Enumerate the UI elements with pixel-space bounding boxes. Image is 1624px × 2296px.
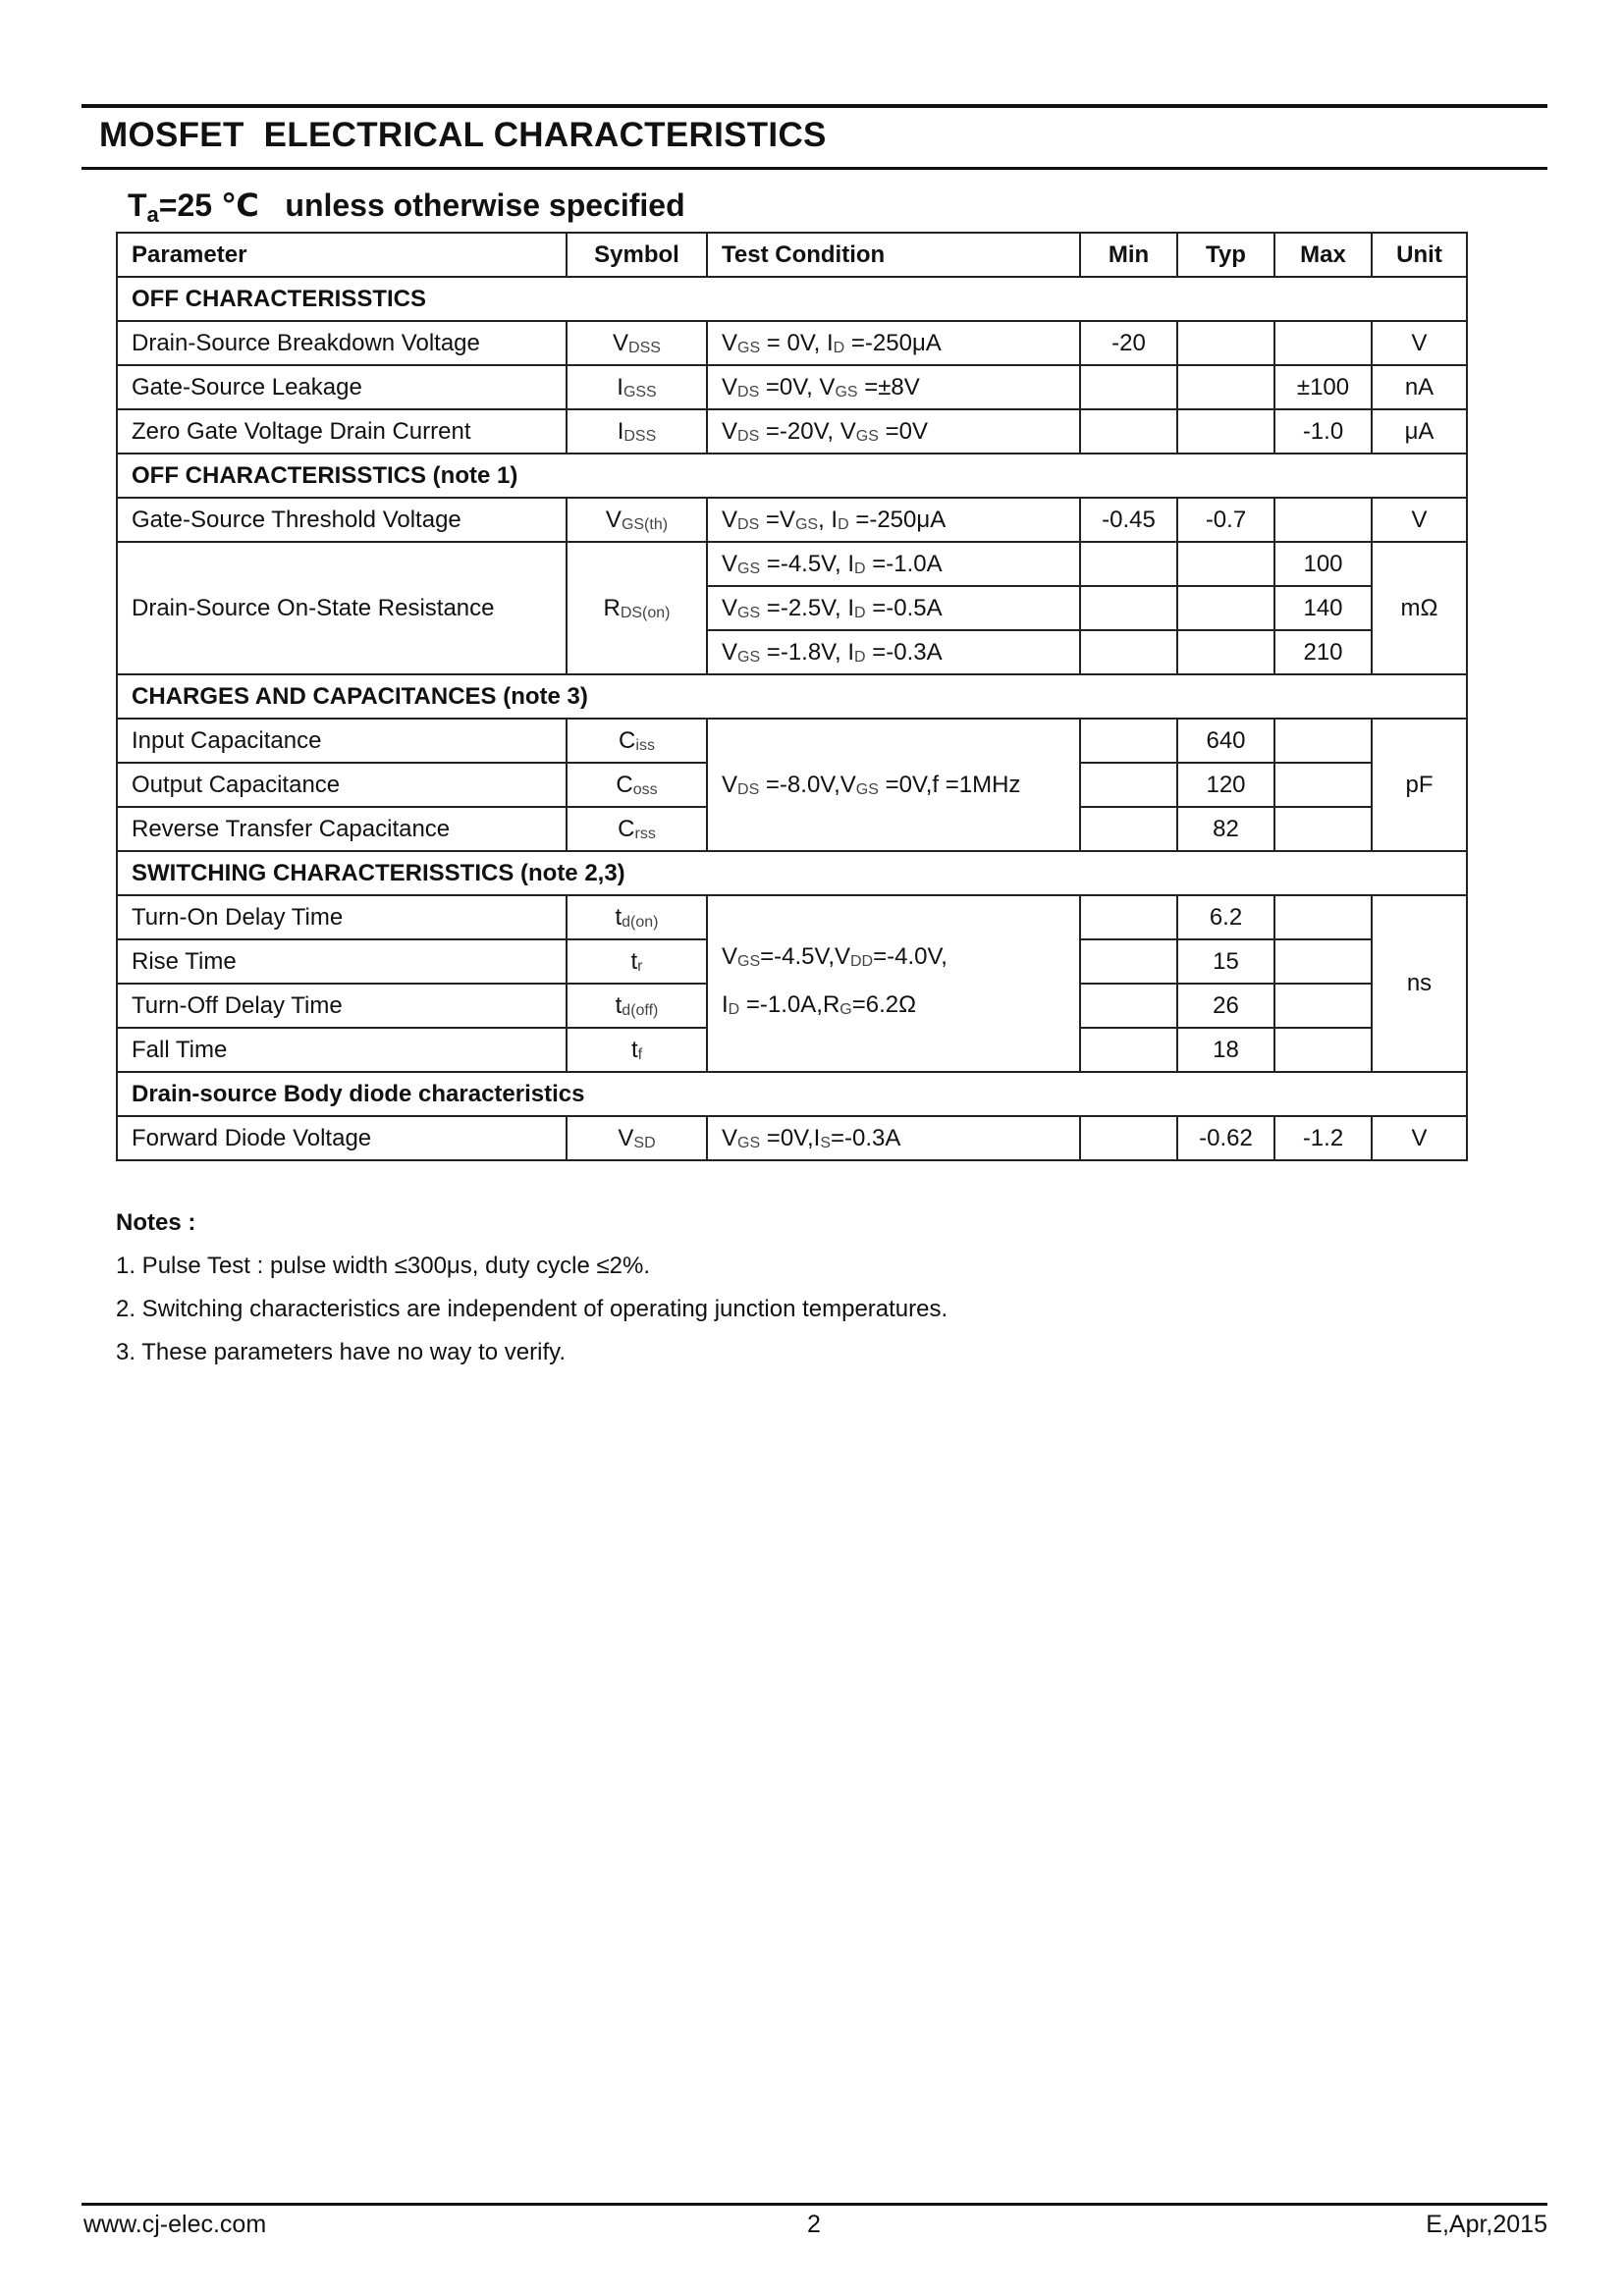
symbol-cell: $t_f$ [567, 1028, 707, 1072]
condition-cell: $V_{GS} =-1.8V$, $I_D =-0.3A$ [707, 630, 1080, 674]
footer-rule [81, 2203, 1547, 2206]
section-row [117, 851, 1467, 895]
condition-cell: $V_{GS} =-4.5V$, $I_D =-1.0A$ [707, 542, 1080, 586]
max-cell [1274, 719, 1372, 763]
condition-cell: $V_{DS} =V_{GS}$, $I_D =-250\mu A$ [707, 498, 1080, 542]
typ-cell: -0.62 [1177, 1116, 1274, 1160]
table-row [117, 409, 1467, 454]
header-max: Max [1274, 233, 1372, 277]
min-cell: -20 [1080, 321, 1177, 365]
param-cell: Reverse Transfer Capacitance [117, 807, 567, 851]
condition-cell: $V_{DS} =0V$, $V_{GS} =\pm 8V$ [707, 365, 1080, 409]
condition-cell: $V_{GS} =-2.5V$, $I_D =-0.5A$ [707, 586, 1080, 630]
param-cell: Fall Time [117, 1028, 567, 1072]
section-off-note1: OFF CHARACTERISSTICS (note 1) [117, 454, 1467, 498]
param-cell: Zero Gate Voltage Drain Current [117, 409, 567, 454]
symbol-cell: $t_r$ [567, 939, 707, 984]
note-1: 1. Pulse Test : pulse width ≤300μs, duty cycle ≤2%. [116, 1253, 650, 1279]
param-cell: Output Capacitance [117, 763, 567, 807]
max-cell [1274, 498, 1372, 542]
footer-page-number: 2 [807, 2211, 821, 2238]
table-row [117, 895, 1467, 939]
unit-cell: V [1372, 321, 1467, 365]
typ-cell: 82 [1177, 807, 1274, 851]
param-cell: Drain-Source On-State Resistance [117, 542, 567, 674]
param-cell: Forward Diode Voltage [117, 1116, 567, 1160]
unit-cell: nA [1372, 365, 1467, 409]
condition-cell: $V_{GS}=-4.5V,V_{DD}=-4.0V$, $I_D =-1.0A,R_G=6.2\Omega$ [707, 895, 1080, 1072]
table-row [117, 542, 1467, 586]
section-capacitances: CHARGES AND CAPACITANCES (note 3) [117, 674, 1467, 719]
typ-cell: -0.7 [1177, 498, 1274, 542]
symbol-cell: $R_{DS(on)}$ [567, 542, 707, 674]
table-row [117, 365, 1467, 409]
symbol-cell: $C_{oss}$ [567, 763, 707, 807]
typ-cell [1177, 542, 1274, 586]
symbol-cell: $V_{DSS}$ [567, 321, 707, 365]
symbol-cell: $t_{d(on)}$ [567, 895, 707, 939]
symbol-cell: $C_{iss}$ [567, 719, 707, 763]
header-min: Min [1080, 233, 1177, 277]
header-parameter: Parameter [117, 233, 567, 277]
max-cell: -1.0 [1274, 409, 1372, 454]
max-cell [1274, 984, 1372, 1028]
header-symbol: Symbol [567, 233, 707, 277]
typ-cell: 6.2 [1177, 895, 1274, 939]
typ-cell: 26 [1177, 984, 1274, 1028]
section-row [117, 674, 1467, 719]
footer-url: www.cj-elec.com [83, 2211, 267, 2238]
unit-cell: V [1372, 1116, 1467, 1160]
typ-cell: 15 [1177, 939, 1274, 984]
max-cell [1274, 321, 1372, 365]
unit-cell: μA [1372, 409, 1467, 454]
table-row [117, 1116, 1467, 1160]
notes [116, 1201, 947, 1374]
param-cell: Gate-Source Leakage [117, 365, 567, 409]
condition-cell: $V_{GS} =0V,I_S=-0.3A$ [707, 1116, 1080, 1160]
symbol-cell: $t_{d(off)}$ [567, 984, 707, 1028]
condition-cell: $V_{DS} =-20V$, $V_{GS} =0V$ [707, 409, 1080, 454]
max-cell: 210 [1274, 630, 1372, 674]
header-unit: Unit [1372, 233, 1467, 277]
section-off: OFF CHARACTERISSTICS [117, 277, 1467, 321]
min-cell [1080, 630, 1177, 674]
table-row [117, 321, 1467, 365]
title-rule-top [81, 104, 1547, 108]
min-cell [1080, 895, 1177, 939]
table-header-row [117, 233, 1467, 277]
param-cell: Turn-On Delay Time [117, 895, 567, 939]
unit-cell: mΩ [1372, 542, 1467, 674]
electrical-characteristics-table [116, 232, 1468, 1161]
max-cell: -1.2 [1274, 1116, 1372, 1160]
param-cell: Input Capacitance [117, 719, 567, 763]
min-cell [1080, 984, 1177, 1028]
min-cell: -0.45 [1080, 498, 1177, 542]
param-cell: Gate-Source Threshold Voltage [117, 498, 567, 542]
symbol-cell: $I_{DSS}$ [567, 409, 707, 454]
header-typ: Typ [1177, 233, 1274, 277]
min-cell [1080, 719, 1177, 763]
max-cell: 140 [1274, 586, 1372, 630]
min-cell [1080, 365, 1177, 409]
max-cell [1274, 895, 1372, 939]
unit-cell: ns [1372, 895, 1467, 1072]
min-cell [1080, 1116, 1177, 1160]
section-row [117, 454, 1467, 498]
typ-cell [1177, 409, 1274, 454]
symbol-cell: $V_{GS(th)}$ [567, 498, 707, 542]
typ-cell: 120 [1177, 763, 1274, 807]
section-switching: SWITCHING CHARACTERISSTICS (note 2,3) [117, 851, 1467, 895]
typ-cell [1177, 321, 1274, 365]
page-title: MOSFET ELECTRICAL CHARACTERISTICS [99, 116, 827, 154]
condition-cell: $V_{DS} =-8.0V,V_{GS} =0V,f =1MHz$ [707, 719, 1080, 851]
typ-cell [1177, 630, 1274, 674]
max-cell [1274, 1028, 1372, 1072]
max-cell [1274, 939, 1372, 984]
min-cell [1080, 939, 1177, 984]
unit-cell: V [1372, 498, 1467, 542]
min-cell [1080, 763, 1177, 807]
max-cell [1274, 807, 1372, 851]
min-cell [1080, 1028, 1177, 1072]
param-cell: Drain-Source Breakdown Voltage [117, 321, 567, 365]
typ-cell: 18 [1177, 1028, 1274, 1072]
unit-cell: pF [1372, 719, 1467, 851]
table-row [117, 498, 1467, 542]
min-cell [1080, 807, 1177, 851]
header-test-condition: Test Condition [707, 233, 1080, 277]
max-cell: ±100 [1274, 365, 1372, 409]
footer-revision: E,Apr,2015 [1426, 2211, 1547, 2238]
section-row [117, 277, 1467, 321]
condition-cell: $V_{GS} = 0V$, $I_D =-250\mu A$ [707, 321, 1080, 365]
test-condition-heading: $T_a=25$ ℃ unless otherwise specified [128, 187, 685, 227]
typ-cell [1177, 586, 1274, 630]
param-cell: Rise Time [117, 939, 567, 984]
note-3: 3. These parameters have no way to verify. [116, 1339, 567, 1365]
symbol-cell: $V_{SD}$ [567, 1116, 707, 1160]
title-rule-bottom [81, 167, 1547, 170]
symbol-cell: $C_{rss}$ [567, 807, 707, 851]
min-cell [1080, 542, 1177, 586]
typ-cell: 640 [1177, 719, 1274, 763]
typ-cell [1177, 365, 1274, 409]
notes-title: Notes : [116, 1209, 196, 1236]
symbol-cell: $I_{GSS}$ [567, 365, 707, 409]
section-row [117, 1072, 1467, 1116]
section-body-diode: Drain-source Body diode characteristics [117, 1072, 1467, 1116]
note-2: 2. Switching characteristics are independent of operating junction temperatures. [116, 1296, 948, 1322]
max-cell [1274, 763, 1372, 807]
min-cell [1080, 586, 1177, 630]
table-row [117, 719, 1467, 763]
min-cell [1080, 409, 1177, 454]
max-cell: 100 [1274, 542, 1372, 586]
param-cell: Turn-Off Delay Time [117, 984, 567, 1028]
